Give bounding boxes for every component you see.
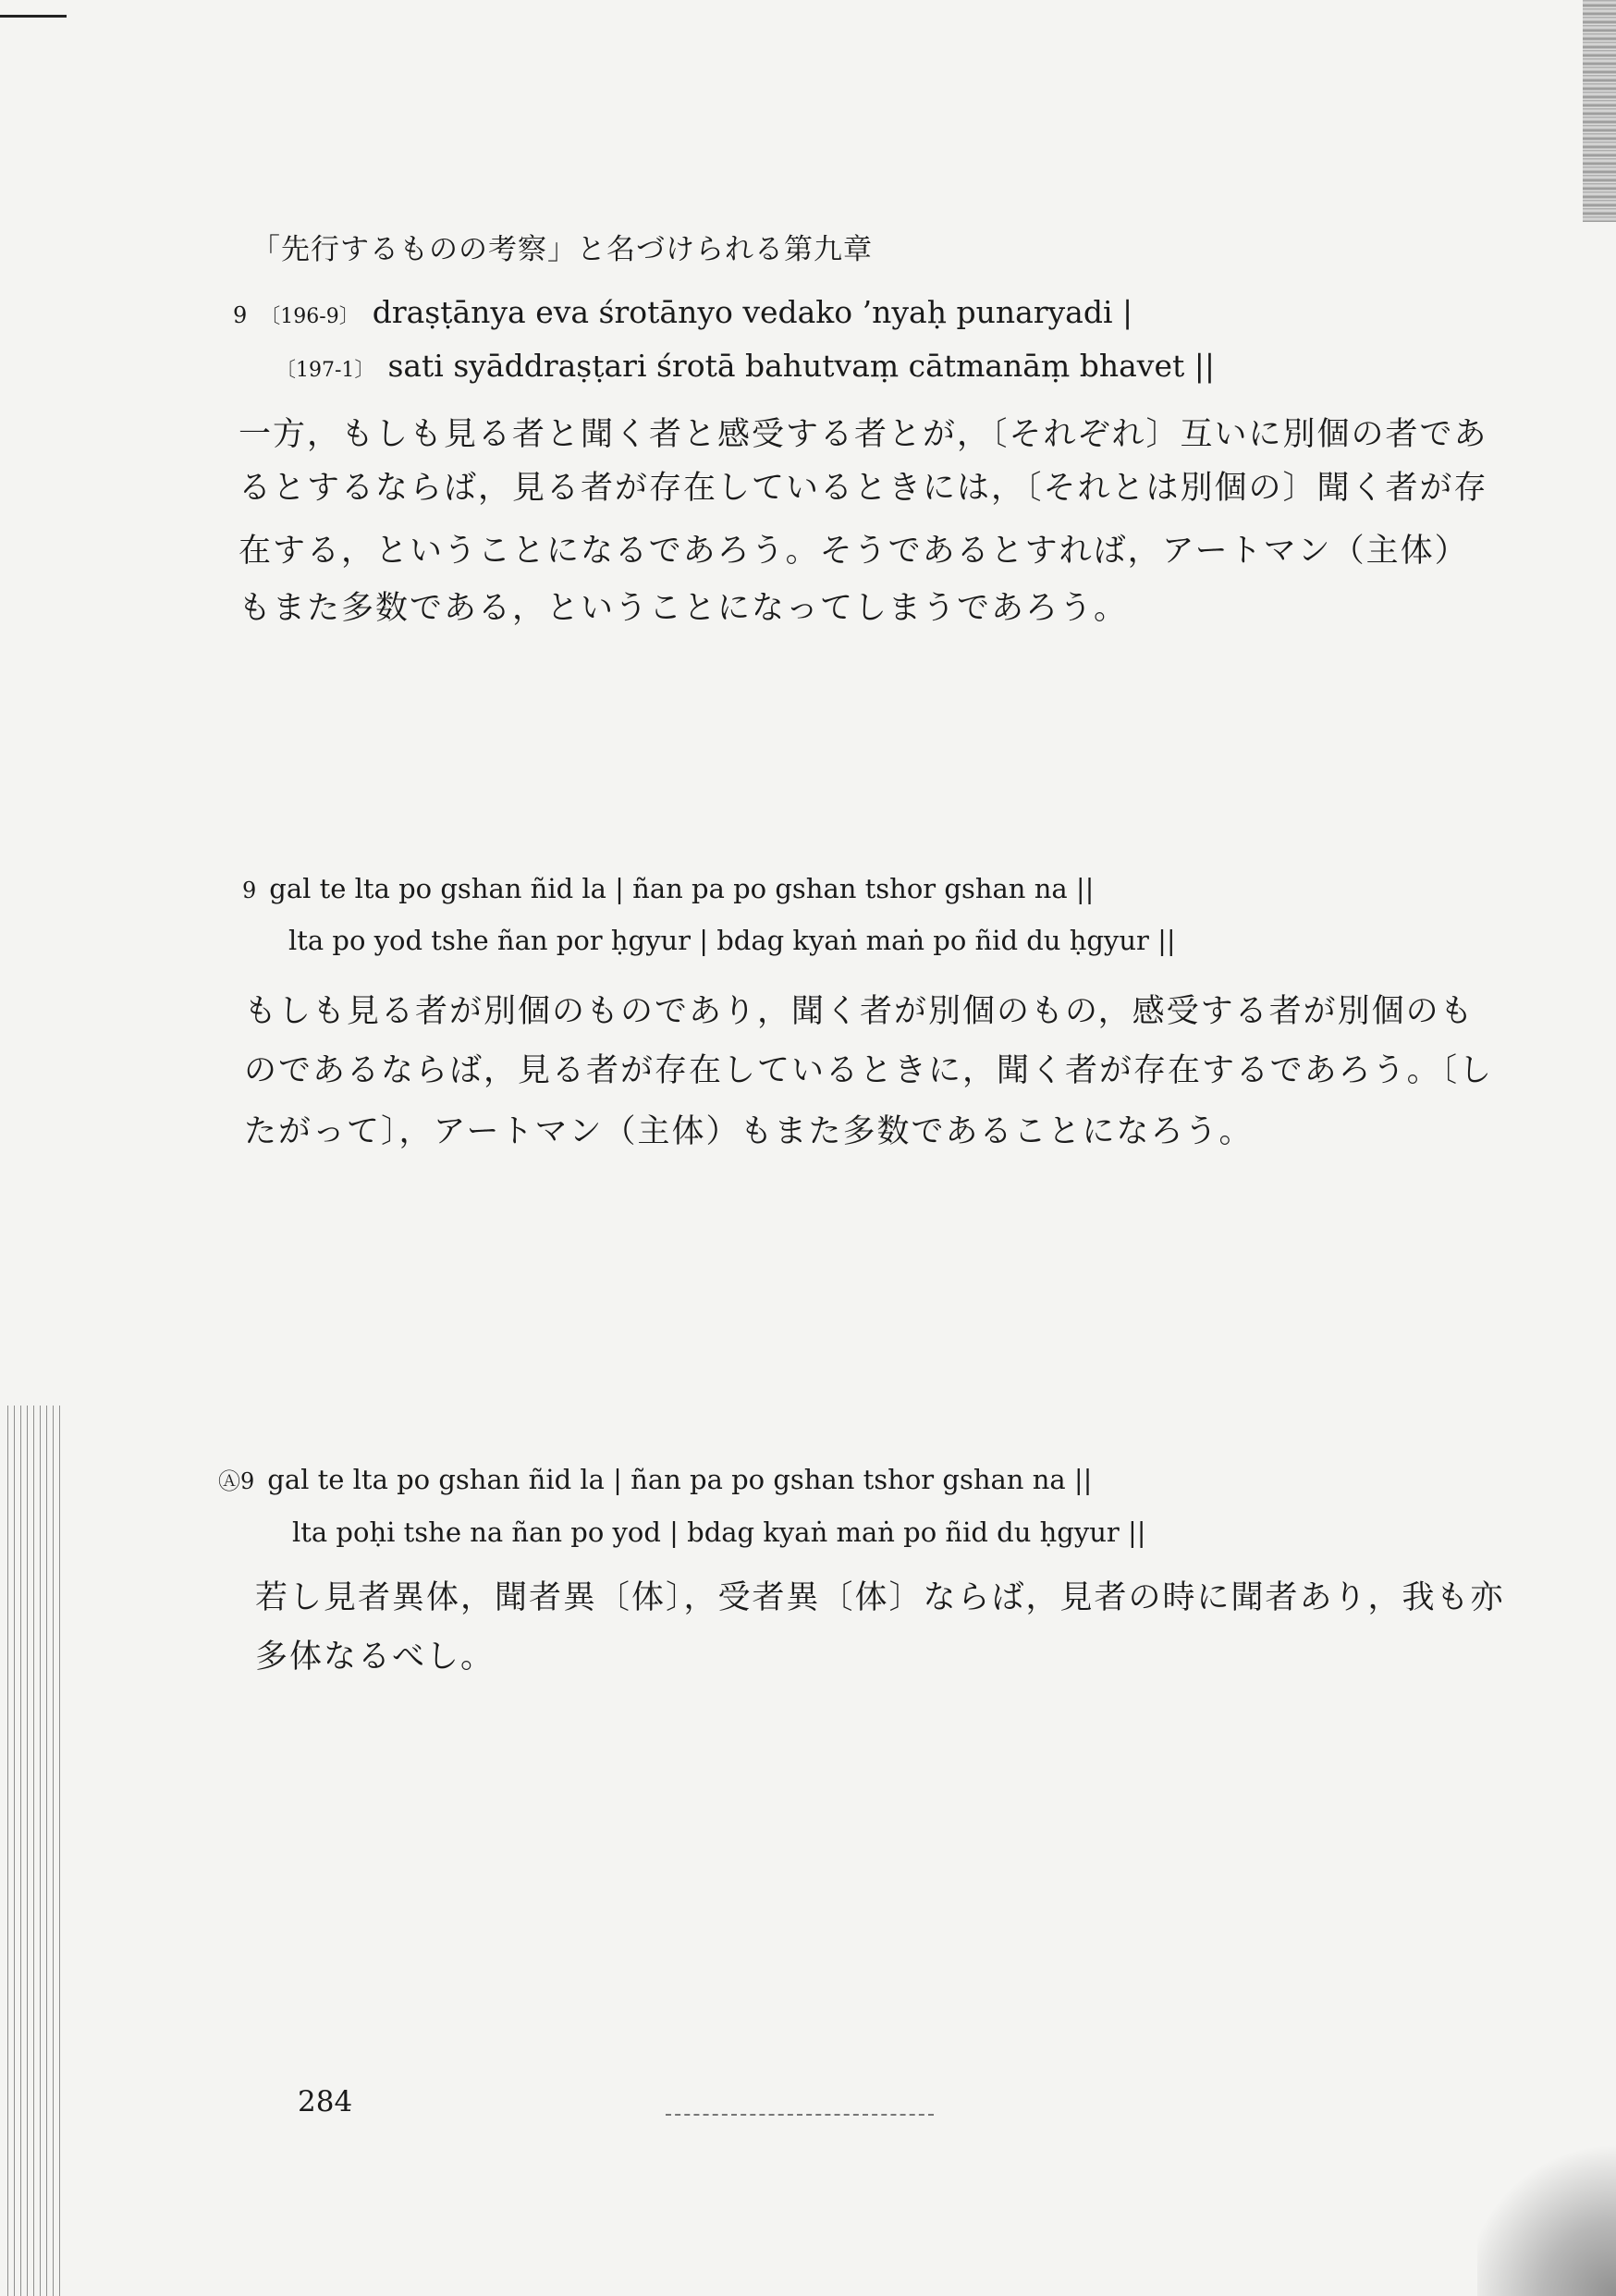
akutobhaya-translation-line-2: 多体なるべし。 (255, 1639, 496, 1676)
scan-edge-lines-left (7, 1406, 63, 2296)
scan-edge-shadow-bottom-right (1477, 2139, 1616, 2296)
sanskrit-line-1 (233, 294, 1132, 330)
tibetan-translation-line-2: のであるならば，見る者が存在しているときに，聞く者が存在するであろう。〔し (244, 1052, 1494, 1089)
scan-dash-mark (666, 2114, 934, 2116)
page-number: 284 (298, 2085, 353, 2118)
tibetan-line-2: lta po yod tshe ñan por ḥgyur | bdag kyaṅ maṅ po ñid du ḥgyur || (288, 925, 1176, 956)
verse-reference: 〔196-9〕 (260, 305, 360, 328)
sanskrit-translation-line-3: 在する，ということになるであろう。そうであるとすれば，アートマン（主体） (239, 533, 1469, 570)
akutobhaya-line-1 (218, 1463, 1092, 1495)
tibetan-text: gal te lta po gshan ñid la | ñan pa po gshan tshor gshan na || (269, 873, 1095, 904)
sanskrit-translation-line-1: 一方，もしも見る者と聞く者と感受する者とが，〔それぞれ〕互いに別個の者であ (239, 416, 1488, 453)
verse-reference: 〔197-1〕 (275, 359, 375, 382)
sanskrit-line-2 (275, 348, 1215, 384)
verse-number: 9 (242, 878, 257, 903)
sanskrit-text: sati syāddraṣṭari śrotā bahutvaṃ cātmanāṃ bhavet || (387, 348, 1215, 384)
akutobhaya-line-2: lta poḥi tshe na ñan po yod | bdag kyaṅ maṅ po ñid du ḥgyur || (292, 1516, 1146, 1548)
verse-number: Ⓐ9 (218, 1468, 255, 1494)
tibetan-translation-line-1: もしも見る者が別個のものであり，聞く者が別個のもの，感受する者が別個のも (244, 993, 1475, 1030)
sanskrit-text: draṣṭānya eva śrotānyo vedako ’nyaḥ punaryadi | (372, 294, 1133, 330)
tibetan-translation-line-3: たがって〕，アートマン（主体）もまた多数であることになろう。 (244, 1113, 1254, 1150)
chapter-title: 「先行するものの考察」と名づけられる第九章 (251, 233, 873, 266)
tibetan-text: gal te lta po gshan ñid la | ñan pa po gshan tshor gshan na || (267, 1464, 1093, 1495)
corner-mark (0, 15, 67, 18)
verse-number: 9 (233, 302, 248, 328)
tibetan-line-1 (242, 873, 1094, 904)
sanskrit-translation-line-2: るとするならば，見る者が存在しているときには，〔それとは別個の〕聞く者が存 (239, 470, 1488, 507)
akutobhaya-translation-line-1: 若し見者異体，聞者異〔体〕，受者異〔体〕ならば，見者の時に聞者あり，我も亦 (255, 1579, 1505, 1616)
sanskrit-translation-line-4: もまた多数である，ということになってしまうであろう。 (239, 590, 1129, 627)
scan-edge-shadow-top-right (1583, 0, 1616, 222)
